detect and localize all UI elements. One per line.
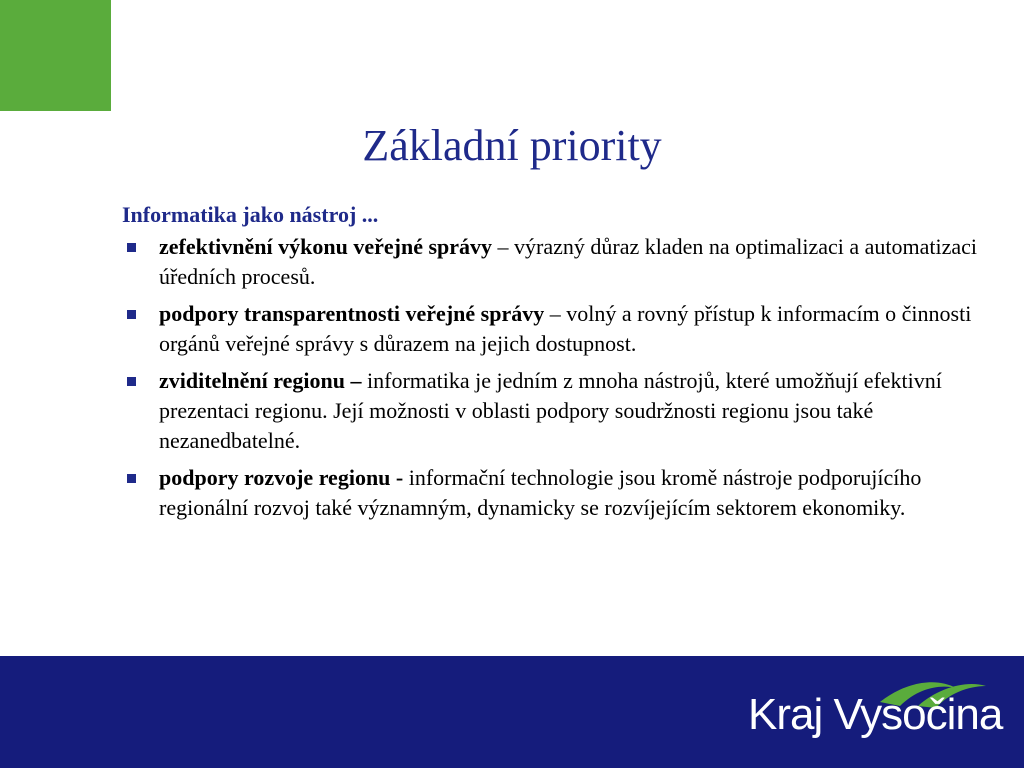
item-text: – výrazný důraz kladen na optimalizaci a automatizaci úředních procesů. — [159, 234, 978, 289]
slide-title: Základní priority — [362, 121, 662, 170]
slide-subtitle: Informatika jako nástroj ... — [122, 202, 379, 227]
slide-content — [122, 200, 1002, 530]
bullet-list — [122, 232, 1002, 523]
item-bold-text: podpory rozvoje regionu - — [159, 465, 404, 490]
logo-text: Kraj Vysočina — [748, 690, 1003, 739]
list-item — [122, 366, 1002, 456]
list-item — [122, 463, 1002, 523]
item-text: informatika je jedním z mnoha nástrojů, které umožňují efektivní prezentaci regionu. Její možnosti v oblasti podpory soudržnosti regionu jsou také nezanedbatelné. — [159, 368, 942, 453]
square-bullet-icon — [127, 310, 136, 319]
square-bullet-icon — [127, 377, 136, 386]
list-item — [122, 299, 1002, 359]
square-bullet-icon — [127, 243, 136, 252]
item-text: informační technologie jsou kromě nástroje podporujícího regionální rozvoj také významným, dynamicky se rozvíjejícím sektorem ekonomiky. — [159, 465, 922, 520]
item-text: – volný a rovný přístup k informacím o činnosti orgánů veřejné správy s důrazem na jejich dostupnost. — [159, 301, 972, 356]
item-bold-text: zefektivnění výkonu veřejné správy — [159, 234, 493, 259]
green-corner-square — [0, 0, 111, 111]
square-bullet-icon — [127, 474, 136, 483]
item-bold-text: podpory transparentnosti veřejné správy — [159, 301, 545, 326]
item-bold-text: zviditelnění regionu – — [159, 368, 367, 393]
list-item — [122, 232, 1002, 292]
